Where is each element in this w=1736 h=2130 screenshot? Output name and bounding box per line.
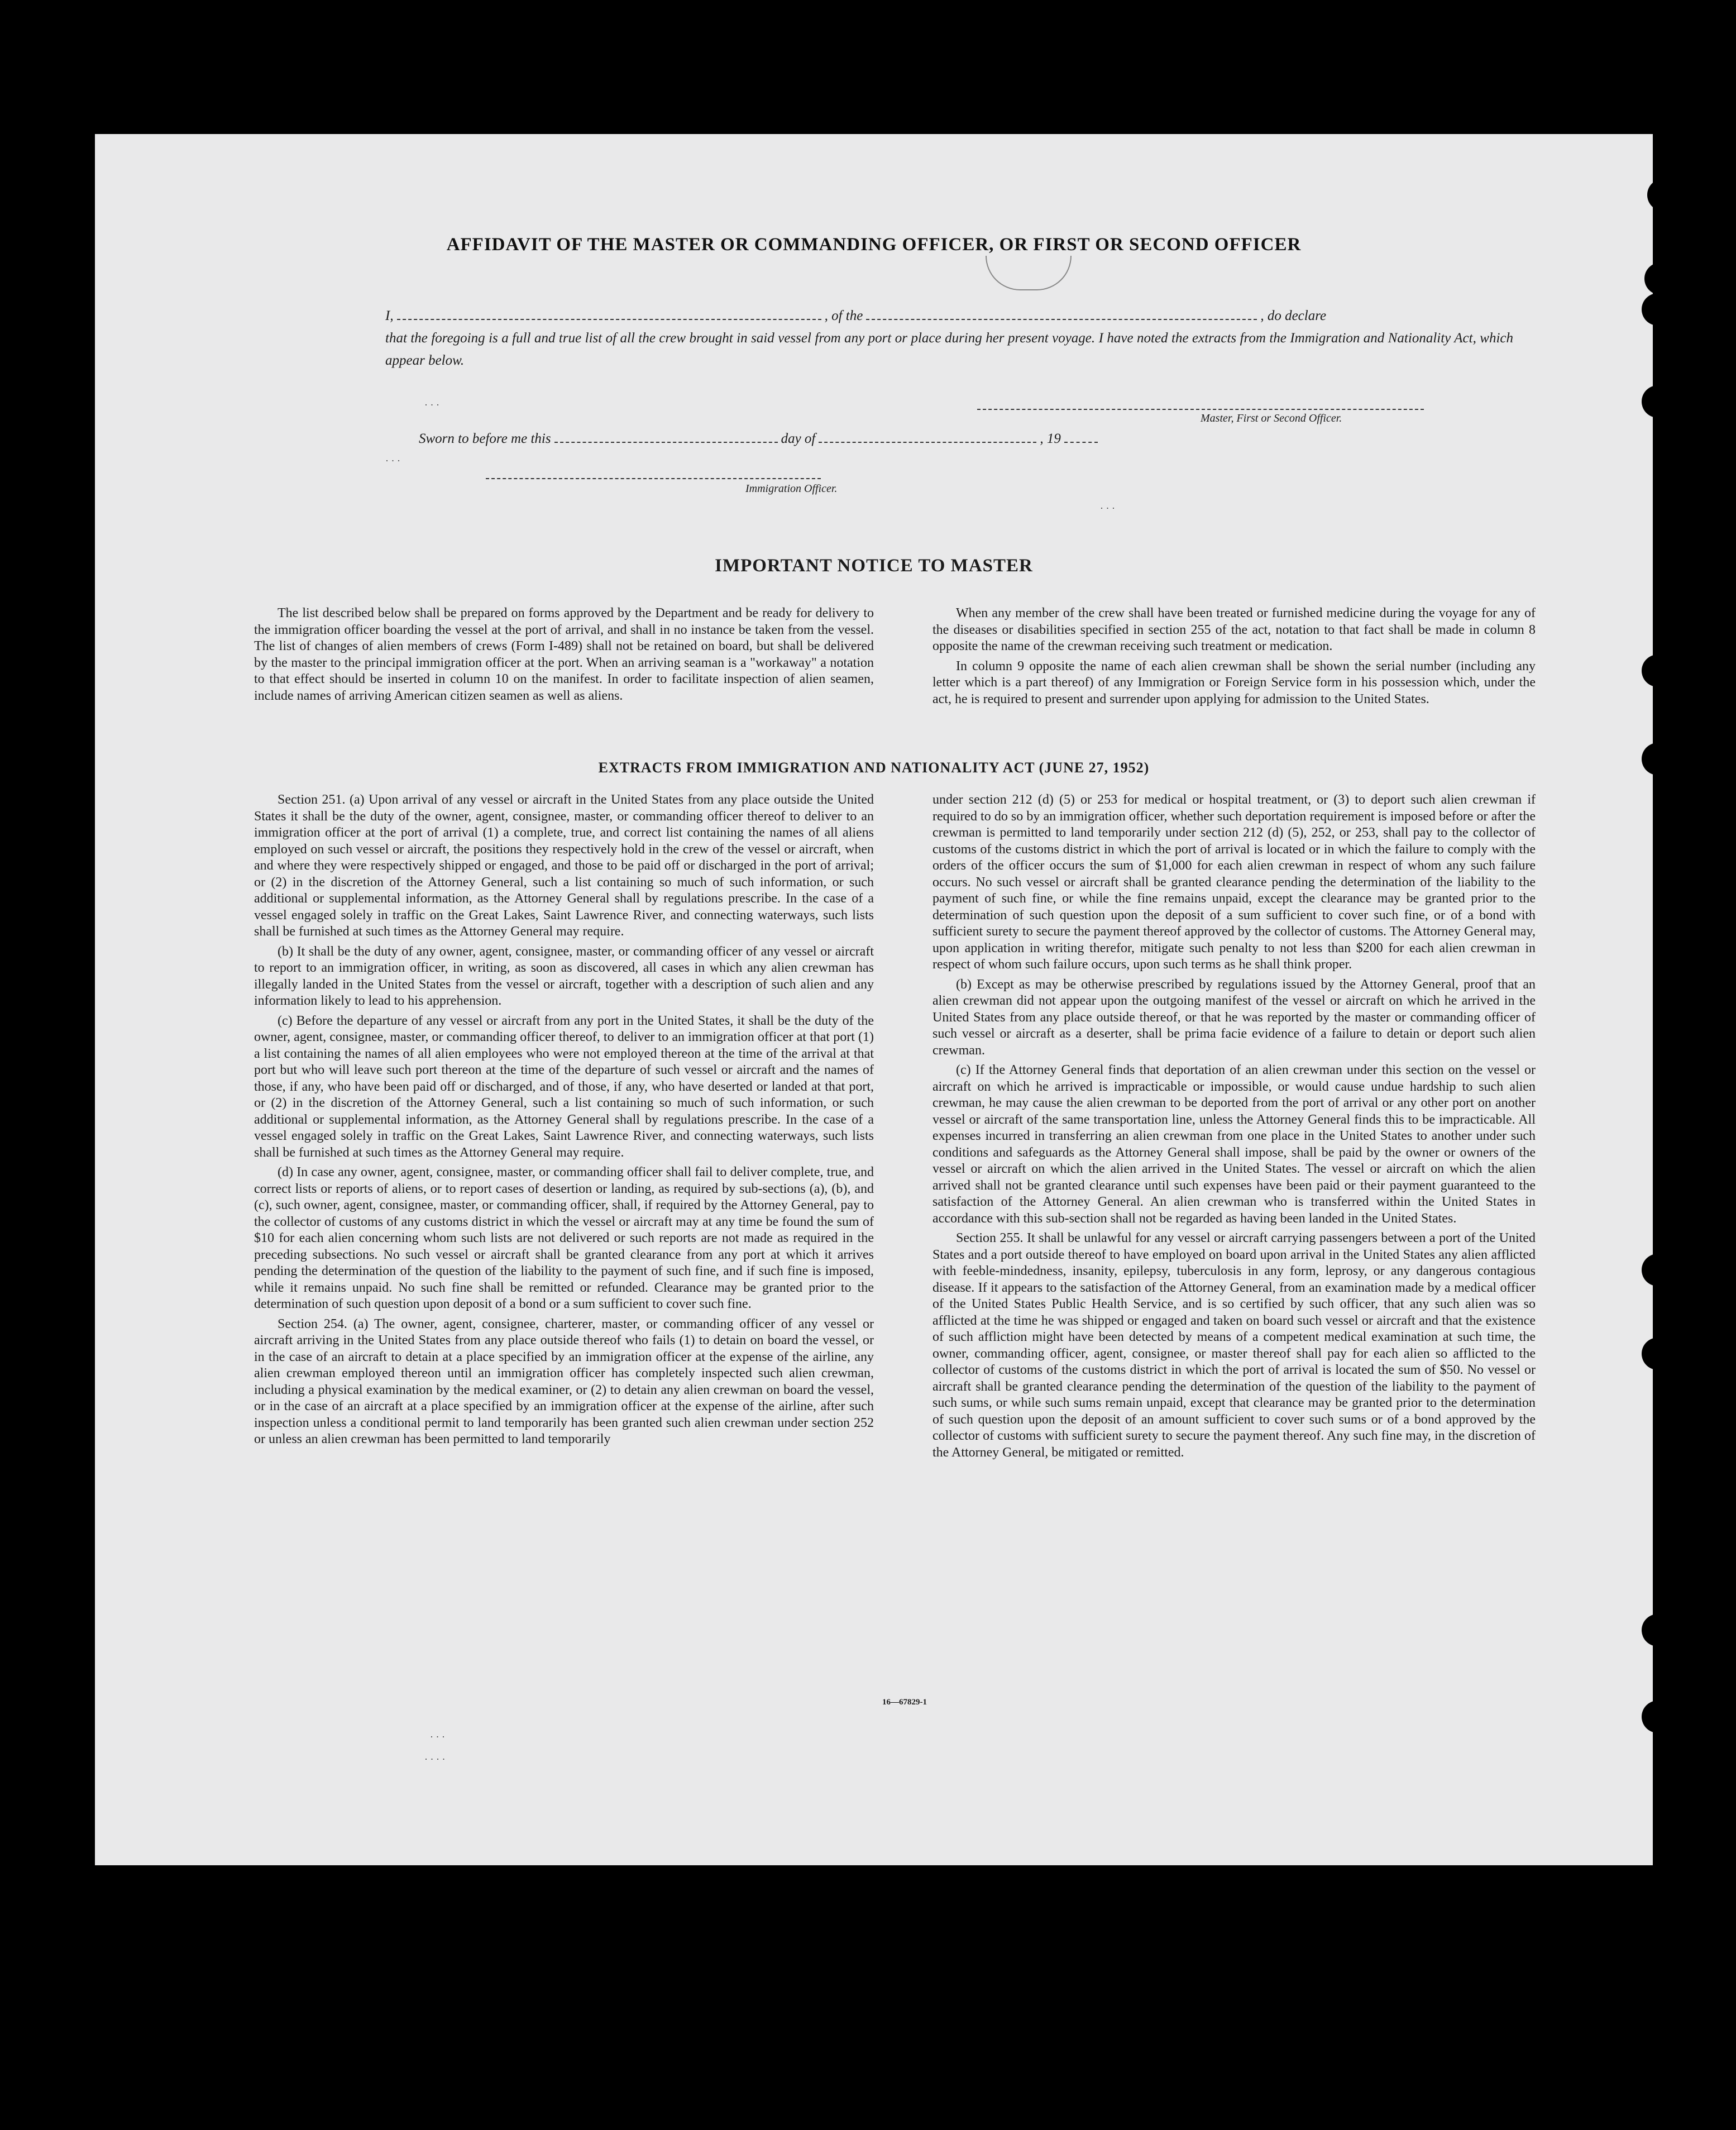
binder-hole bbox=[1642, 293, 1674, 326]
section-255: Section 255. It shall be unlawful for any vessel or aircraft carrying passengers between a port of the United States and a port outside thereof to have employed on board upon arrival in the United States any alien afflicted with feeble-mindedness, insanity, epilepsy, tuberculosis in any form, leprosy, or any dangerous contagious disease. If it appears to the satisfaction of the Attorney General, from an examination made by a medical officer of the United States Public Health Service, and is so certified by such officer, that any such alien was so afflicted at the time he was shipped or engaged and taken on board such vessel or aircraft and that the existence of such affliction might have been detected by means of a competent medical examination at such time, the owner, commanding officer, agent, consignee, or master thereof shall pay for each alien so afflicted to the collector of customs of the customs district in which the port of arrival is located the sum of $50. No vessel or aircraft shall be granted clearance pending the determination of the question of the liability to the payment of such sums, or while such sums remain unpaid, except that clearance may be granted prior to the determination of such question upon the deposit of an amount sufficient to cover such sums or of a bond approved by the collector of customs with sufficient surety to secure the payment thereof. Any such fine may, in the discretion of the Attorney General, be mitigated or remitted. bbox=[932, 1231, 1536, 1460]
binder-hole bbox=[1642, 1701, 1674, 1733]
section-254-b: (b) Except as may be otherwise prescribed by regulations issued by the Attorney General, proof that an alien crewman did not appear upon the outgoing manifest of the vessel or aircraft on which he arrived in the United States from any place outside thereof, or that he was reported by the master or commanding officer of such vessel or aircraft as a deserter, shall be prima facie evidence of a failure to detain or deport such alien crewman. bbox=[932, 977, 1536, 1058]
notice-right-paragraph-1: When any member of the crew shall have been treated or furnished medicine during the voyage for any of the diseases or disabilities specified in section 255 of the act, notation to that fact shall be made in column 8 opposite the name of the crewman receiving such treatment or medication. bbox=[932, 606, 1536, 653]
binder-hole bbox=[1642, 1254, 1674, 1286]
binder-hole bbox=[1642, 1614, 1674, 1646]
binder-hole bbox=[1647, 179, 1680, 211]
section-254-a: Section 254. (a) The owner, agent, consignee, charterer, master, or commanding officer of any vessel or aircraft arriving in the United States from any place outside thereof who fails (1) to detain on board the vessel, or in the case of an aircraft to detain at a place specified by an immigration officer at the expense of the airline, any alien crewman employed thereon until an immigration officer has completely inspected such alien crewman, including a physical examination by the medical examiner, or (2) to detain any alien crewman on board the vessel, or in the case of an aircraft at a place specified by an immigration officer at the expense of the airline, after such inspection unless a conditional permit to land temporarily has been granted such alien crewman under section 252 or unless an alien crewman has been permitted to land temporarily bbox=[254, 1316, 874, 1446]
notice-title: IMPORTANT NOTICE TO MASTER bbox=[715, 556, 1033, 576]
sworn-label: Sworn to before me this bbox=[419, 431, 551, 446]
stamp-seal bbox=[986, 256, 1072, 290]
binder-hole bbox=[1642, 743, 1674, 775]
extracts-title: EXTRACTS FROM IMMIGRATION AND NATIONALITY ACT (JUNE 27, 1952) bbox=[598, 760, 1150, 776]
master-signature-line[interactable] bbox=[977, 409, 1424, 410]
sworn-month-field[interactable] bbox=[819, 442, 1036, 443]
form-number: 16—67829-1 bbox=[882, 1698, 927, 1707]
notice-right-paragraph-2: In column 9 opposite the name of each alien crewman shall be shown the serial number (including any letter which is a part thereof) of any Immigration or Foreign Service form in his possession which, under the act, he is required to present and surrender upon applying for admission to the United States. bbox=[932, 658, 1536, 706]
dot-marks: · · · bbox=[424, 399, 439, 410]
extracts-right-column bbox=[932, 792, 1536, 1464]
year-label: , 19 bbox=[1040, 431, 1061, 446]
declarant-name-field[interactable] bbox=[397, 319, 821, 320]
i-label: I, bbox=[385, 308, 394, 323]
section-251-b: (b) It shall be the duty of any owner, agent, consignee, master, or commanding officer of any vessel or aircraft to report to an immigration officer, in writing, as soon as discovered, all cases in which any alien crewman has illegally landed in the United States from the vessel or aircraft, together with a description of such alien and any information likely to lead to his apprehension. bbox=[254, 944, 874, 1008]
notice-right-column bbox=[932, 605, 1536, 711]
section-254-a-continued: under section 212 (d) (5) or 253 for medical or hospital treatment, or (3) to deport such alien crewman if required to do so by an immigration officer, whether such deportation requirement is imposed before or after the crewman is permitted to land temporarily under section 212 (d) (5), 252, or 253, shall pay to the collector of customs of the customs district in which the port of arrival is located or in which the failure to comply with the orders of the officer occurs the sum of $1,000 for each alien crewman in respect of whom any such failure occurs. No such vessel or aircraft shall be granted clearance pending the determination of the liability to the payment of such fine, or while the fine remains unpaid, except the clearance may be granted prior to the determination of such question upon the deposit of a sum sufficient to cover such fine, or of a bond with sufficient surety to secure the payment thereof approved by the collector of customs. The Attorney General may, upon application in writing therefor, mitigate such penalty to not less than $200 for each alien crewman in respect of whom such failure occurs, upon such terms as he shall think proper. bbox=[932, 792, 1536, 972]
immigration-officer-caption: Immigration Officer. bbox=[745, 483, 838, 495]
do-declare-label: , do declare bbox=[1260, 308, 1327, 323]
section-251-a: Section 251. (a) Upon arrival of any vessel or aircraft in the United States from any place outside the United States it shall be the duty of the owner, agent, consignee, master, or commanding officer thereof to deliver to an immigration officer at the port of arrival (1) a complete, true, and correct list containing the names of all aliens employed on such vessel or aircraft, the positions they respectively hold in the crew of the vessel or aircraft, when and where they were respectively shipped or engaged, and those to be paid off or discharged in the port of arrival; or (2) in the discretion of the Attorney General, such a list containing so much of such information, or such additional or supplemental information, as the Attorney General shall by regulations prescribe. In the case of a vessel engaged solely in traffic on the Great Lakes, Saint Lawrence River, and connecting waterways, such lists shall be furnished at such times as the Attorney General may require. bbox=[254, 792, 874, 939]
dot-marks: · · · bbox=[430, 1731, 445, 1742]
binder-hole bbox=[1642, 385, 1674, 418]
dot-marks: · · · · bbox=[424, 1754, 446, 1765]
sworn-year-field[interactable] bbox=[1064, 442, 1098, 443]
dot-marks: · · · bbox=[1100, 503, 1115, 514]
of-the-label: , of the bbox=[824, 308, 863, 323]
binder-hole bbox=[1642, 1338, 1674, 1370]
sworn-day-field[interactable] bbox=[554, 442, 778, 443]
master-caption: Master, First or Second Officer. bbox=[1201, 412, 1342, 424]
extracts-left-column bbox=[254, 792, 874, 1451]
section-254-c: (c) If the Attorney General finds that deportation of an alien crewman under this section on the vessel or aircraft on which he arrived is impracticable or impossible, or would cause undue hardship to such alien crewman, he may cause the alien crewman to be deported from the port of arrival or any other port on another vessel or aircraft of the same transportation line, unless the Attorney General finds this to be impracticable. All expenses incurred in transferring an alien crewman from one place in the United States to another under such conditions and safeguards as the Attorney General shall impose, shall be paid by the owner or owners of the vessel or aircraft on which the alien arrived in the United States. The vessel or aircraft on which the alien arrived shall not be granted clearance until such expenses have been paid or their payment guaranteed to the satisfaction of the Attorney General. An alien crewman who is transferred within the United States in accordance with this sub-section shall not be regarded as having been landed in the United States. bbox=[932, 1063, 1536, 1226]
section-251-d: (d) In case any owner, agent, consignee, master, or commanding officer shall fail to deliver complete, true, and correct lists or reports of aliens, or to report cases of desertion or landing, as required by sub-sections (a), (b), and (c), such owner, agent, consignee, master, or commanding officer, shall, if required by the Attorney General, pay to the collector of customs of any customs district in which the vessel or aircraft may at any time be found the sum of $10 for each alien concerning whom such lists are not delivered or such reports are not made as required in the preceding subsections. No such vessel or aircraft shall be granted clearance from any port at which it arrives pending the determination of the question of the liability to the payment of such fine, and if such fine is imposed, while it remains unpaid. No such fine shall be remitted or refunded. Clearance may be granted prior to the determination of such question upon deposit of a bond or a sum sufficient to cover such fine. bbox=[254, 1165, 874, 1311]
binder-hole bbox=[1644, 262, 1677, 295]
day-of-label: day of bbox=[781, 431, 816, 446]
dot-marks: · · · bbox=[385, 455, 400, 466]
vessel-field[interactable] bbox=[866, 319, 1257, 320]
declarant-line bbox=[385, 308, 1326, 324]
binder-hole bbox=[1642, 655, 1674, 687]
immigration-officer-signature-line[interactable] bbox=[486, 478, 821, 479]
affidavit-title: AFFIDAVIT OF THE MASTER OR COMMANDING OFFICER, OR FIRST OR SECOND OFFICER bbox=[446, 235, 1302, 255]
notice-left-column bbox=[254, 605, 874, 708]
section-251-c: (c) Before the departure of any vessel or aircraft from any port in the United States, it shall be the duty of the owner, agent, consignee, master, or commanding officer thereof, to deliver to an immigration officer at that port (1) a list containing the names of all alien employees who were not employed thereon at the time of the arrival at that port but who will leave such port thereon at the time of the departure of such vessel or aircraft and the names of those, if any, who have been paid off or discharged, and of those, if any, who have deserted or landed at that port, or (2) in the discretion of the Attorney General, such a list containing so much of such information, or such additional or supplemental information, as the Attorney General shall by regulations prescribe. In the case of a vessel engaged solely in traffic on the Great Lakes, Saint Lawrence River, and connecting waterways, such lists shall be furnished at such times as the Attorney General may require. bbox=[254, 1013, 874, 1160]
notice-left-paragraph: The list described below shall be prepared on forms approved by the Department and be ready for delivery to the immigration officer boarding the vessel at the port of arrival, and shall in no instance be taken from the vessel. The list of changes of alien members of crews (Form I-489) shall not be retained on board, but shall be delivered by the master to the principal immigration officer at the port. When an arriving seaman is a "workaway" a notation to that effect should be inserted in column 10 on the manifest. In order to facilitate inspection of alien seamen, include names of arriving American citizen seamen as well as aliens. bbox=[254, 606, 874, 703]
sworn-line bbox=[419, 431, 1101, 447]
document-page bbox=[95, 134, 1653, 1865]
declaration-text: that the foregoing is a full and true list of all the crew brought in said vessel from any port or place during her present voyage. I have noted the extracts from the Immigration and Nationality Act, which appear below. bbox=[385, 331, 1513, 368]
